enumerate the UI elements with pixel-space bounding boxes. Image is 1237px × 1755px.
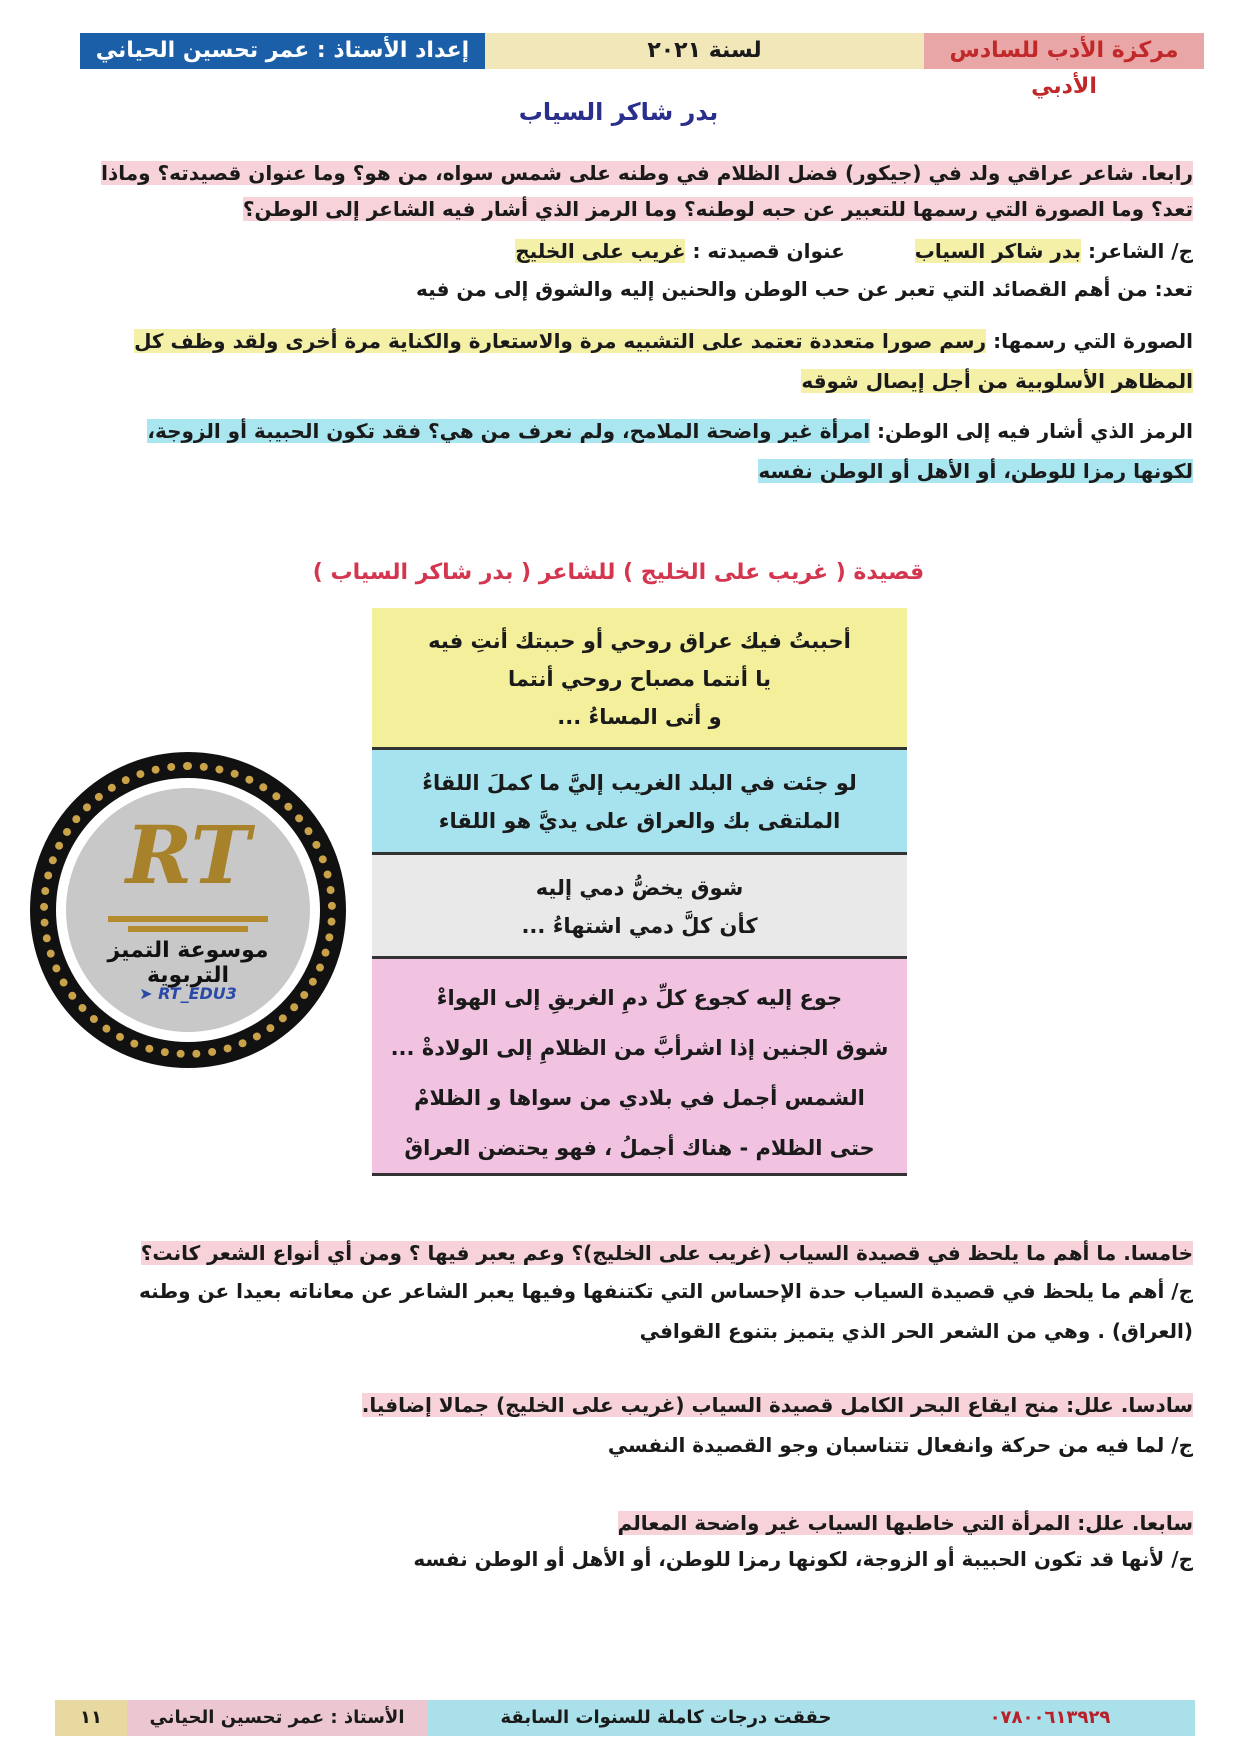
q5-line-1: خامسا. ما أهم ما يلحظ في قصيدة السياب (غريب على الخليج)؟ وعم يعبر فيها ؟ ومن أي أنواع الشعر كانت؟: [140, 1241, 1193, 1265]
poem-verse: شوق يخضُّ دمي إليه: [535, 876, 744, 900]
q5-line-2: ج/ أهم ما يلحظ في قصيدة السياب حدة الإحساس التي تكتنفها وفيها يعبر الشاعر عن معاناته بعيدا عن وطنه: [139, 1279, 1193, 1303]
poem-verse: يا أنتما مصباح روحي أنتما: [507, 667, 772, 691]
footer-phone: ٠٧٨٠٠٦١٣٩٢٩: [905, 1700, 1195, 1736]
page-title: بدر شاكر السياب: [518, 98, 719, 126]
q6-line-2: ج/ لما فيه من حركة وانفعال تتناسبان وجو القصيدة النفسي: [607, 1433, 1193, 1457]
poem-verse: شوق الجنين إذا اشرأبَّ من الظلامِ إلى الولادةْ ...: [390, 1036, 889, 1060]
poem-verse: و أتى المساءُ ...: [557, 705, 722, 729]
poem-heading: قصيدة ( غريب على الخليج ) للشاعر ( بدر شاكر السياب ): [312, 560, 925, 585]
logo-letters: RT: [125, 808, 251, 902]
telegram-icon: ➤: [139, 984, 153, 1003]
page-footer: [55, 1700, 1195, 1736]
poem-verse: أحببتُ فيك عراق روحي أو حببتك أنتِ فيه: [428, 629, 851, 653]
header-year: لسنة ٢٠٢١: [485, 33, 924, 69]
q4-line-2: تعد؟ وما الصورة التي رسمها للتعبير عن حبه لوطنه؟ وما الرمز الذي أشار فيه الشاعر إلى الوطن؟: [242, 197, 1193, 221]
footer-slogan: حققت درجات كاملة للسنوات السابقة: [427, 1700, 905, 1736]
logo-center: [66, 788, 310, 1032]
symbol-line-1: الرمز الذي أشار فيه إلى الوطن: امرأة غير واضحة الملامح، ولم نعرف من هي؟ فقد تكون الحبيبة أو الزوجة،: [147, 419, 1193, 443]
logo-bar: [128, 926, 248, 932]
image-line-2: المظاهر الأسلوبية من أجل إيصال شوقه: [801, 369, 1193, 393]
poem-verse: الشمس أجمل في بلادي من سواها و الظلامْ: [414, 1086, 865, 1110]
footer-teacher: الأستاذ : عمر تحسين الحياني: [127, 1700, 427, 1736]
q4-poet-line: [515, 234, 1193, 268]
logo-handle: ➤ RT_EDU3: [139, 984, 237, 1003]
header-author: إعداد الأستاذ : عمر تحسين الحياني: [80, 33, 485, 69]
page-header: [80, 33, 1204, 99]
poem-verse: لو جئت في البلد الغريب إليَّ ما كملَ اللقاءُ: [422, 771, 857, 795]
poem-title-label: عنوان قصيدته :: [692, 239, 845, 263]
poem-title-value: غريب على الخليج: [515, 239, 686, 263]
logo-name: موسوعة التميز التربوية: [107, 938, 269, 988]
poet-label: ج/ الشاعر:: [1087, 239, 1193, 263]
image-line-1: الصورة التي رسمها: رسم صورا متعددة تعتمد على التشبيه مرة والاستعارة والكناية مرة أخرى ولقد وظف كل: [134, 329, 1193, 353]
rt-logo: [30, 752, 346, 1068]
poet-name: بدر شاكر السياب: [914, 239, 1082, 263]
q5-line-3: (العراق) . وهي من الشعر الحر الذي يتميز بتنوع القوافي: [639, 1319, 1193, 1343]
page-number: ١١: [55, 1700, 127, 1736]
q4-line-4: تعد: من أهم القصائد التي تعبر عن حب الوطن والحنين إليه والشوق إلى من فيه: [416, 277, 1193, 301]
poem-stanza-3: [372, 855, 907, 959]
q6-line-1: سادسا. علل: منح ايقاع البحر الكامل قصيدة السياب (غريب على الخليج) جمالا إضافيا.: [361, 1393, 1193, 1417]
poem-verse: جوع إليه كجوع كلِّ دمِ الغريقِ إلى الهواءْ: [436, 986, 843, 1010]
poem-verse: حتى الظلام - هناك أجملُ ، فهو يحتضن العراقْ: [404, 1136, 875, 1160]
symbol-line-2: لكونها رمزا للوطن، أو الأهل أو الوطن نفسه: [758, 459, 1193, 483]
q4-line-1: رابعا. شاعر عراقي ولد في (جيكور) فضل الظلام في وطنه على شمس سواه، من هو؟ وما عنوان قصيدته؟ وماذا: [101, 161, 1193, 185]
header-center: مركزة الأدب للسادس الأدبي: [924, 33, 1204, 69]
poem-stanza-1: [372, 608, 907, 750]
poem-stanza-4: [372, 959, 907, 1176]
poem-verse: الملتقى بك والعراق على يديَّ هو اللقاء: [438, 809, 841, 833]
poem-verse: كأن كلَّ دمي اشتهاءُ ...: [521, 914, 758, 938]
poem-table: [372, 608, 907, 1176]
poem-stanza-2: [372, 750, 907, 855]
q7-line-1: سابعا. علل: المرأة التي خاطبها السياب غير واضحة المعالم: [617, 1511, 1193, 1535]
logo-bar: [108, 916, 268, 922]
q7-line-2: ج/ لأنها قد تكون الحبيبة أو الزوجة، لكونها رمزا للوطن، أو الأهل أو الوطن نفسه: [413, 1547, 1193, 1571]
